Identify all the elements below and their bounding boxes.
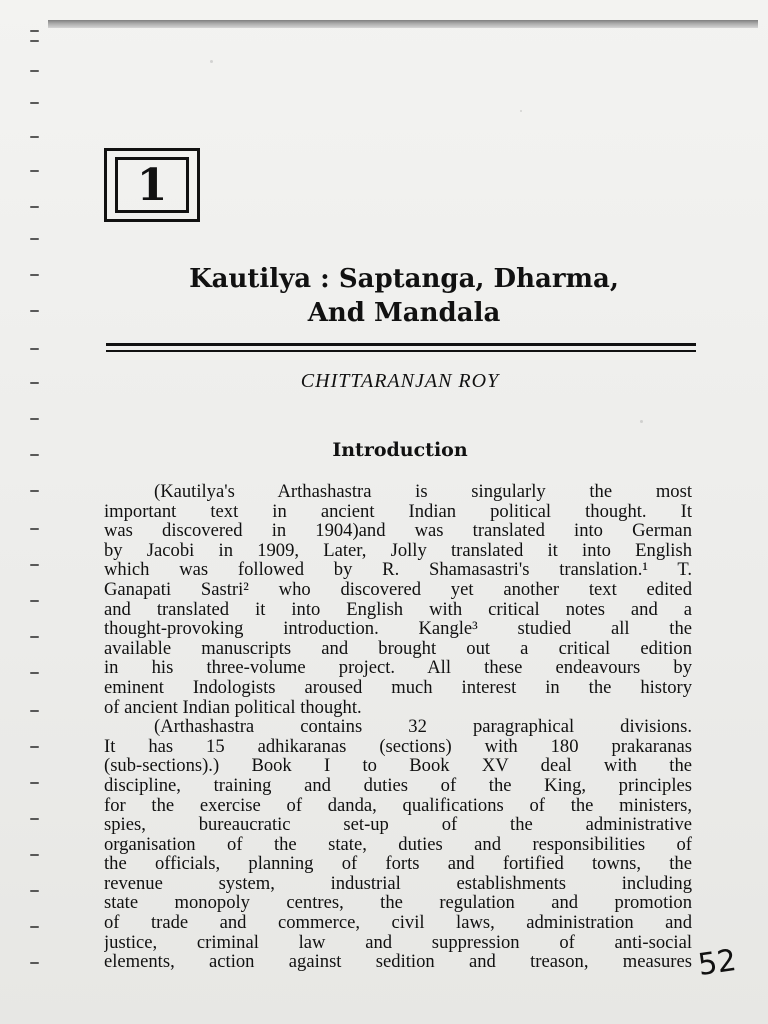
chapter-number-box (104, 148, 200, 222)
text-line: It has 15 adhikaranas (sections) with 180 prakaranas (104, 736, 692, 757)
text-line: which was followed by R. Shamasastri's translation.¹ T. (104, 560, 692, 580)
text-line: important text in ancient Indian political thought. It (104, 501, 692, 522)
chapter-title-line-1: Kautilya : Saptanga, Dharma, (189, 264, 619, 294)
text-line: (Kautilya's Arthashastra is singularly the most (154, 482, 692, 502)
text-line: (sub-sections).) Book I to Book XV deal with the (104, 756, 692, 776)
paragraph (104, 482, 692, 717)
text-line: available manuscripts and brought out a critical edition (104, 638, 692, 659)
margin-annotation: 52 (695, 943, 739, 984)
body-text (104, 482, 692, 972)
text-line: in his three-volume project. All these endeavours by (104, 658, 692, 678)
text-line: thought-provoking introduction. Kangle³ studied all the (104, 619, 692, 639)
text-line: Ganapati Sastri² who discovered yet another text edited (104, 579, 692, 600)
text-line: for the exercise of danda, qualifications of the ministers, (104, 795, 692, 816)
author-name: CHITTARANJAN ROY (300, 370, 500, 392)
text-line: elements, action against sedition and treason, measures (104, 952, 692, 972)
text-line: by Jacobi in 1909, Later, Jolly translated it into English (104, 540, 692, 561)
text-line: spies, bureaucratic set-up of the administrative (104, 815, 692, 835)
text-line: justice, criminal law and suppression of anti-social (104, 932, 692, 953)
text-line: was discovered in 1904)and was translated into German (104, 521, 692, 541)
text-line: revenue system, industrial establishments including (104, 873, 692, 894)
chapter-title (110, 262, 698, 330)
text-line: (Arthashastra contains 32 paragraphical divisions. (154, 717, 692, 737)
binding-marks (30, 30, 42, 1020)
top-scan-edge (48, 20, 758, 28)
section-heading: Introduction (332, 439, 468, 461)
text-line: discipline, training and duties of the King, principles (104, 775, 692, 796)
title-double-rule (106, 343, 696, 352)
paragraph (104, 717, 692, 972)
text-line: the officials, planning of forts and fortified towns, the (104, 854, 692, 874)
text-line: and translated it into English with critical notes and a (104, 599, 692, 620)
text-line: organisation of the state, duties and responsibilities of (104, 834, 692, 855)
chapter-title-line-2: And Mandala (307, 298, 501, 328)
text-line: of ancient Indian political thought. (104, 697, 362, 718)
chapter-number: 1 (115, 157, 189, 213)
text-line: eminent Indologists aroused much interest in the history (104, 677, 692, 698)
text-line: state monopoly centres, the regulation and promotion (104, 893, 692, 914)
text-line: of trade and commerce, civil laws, administration and (104, 913, 692, 933)
